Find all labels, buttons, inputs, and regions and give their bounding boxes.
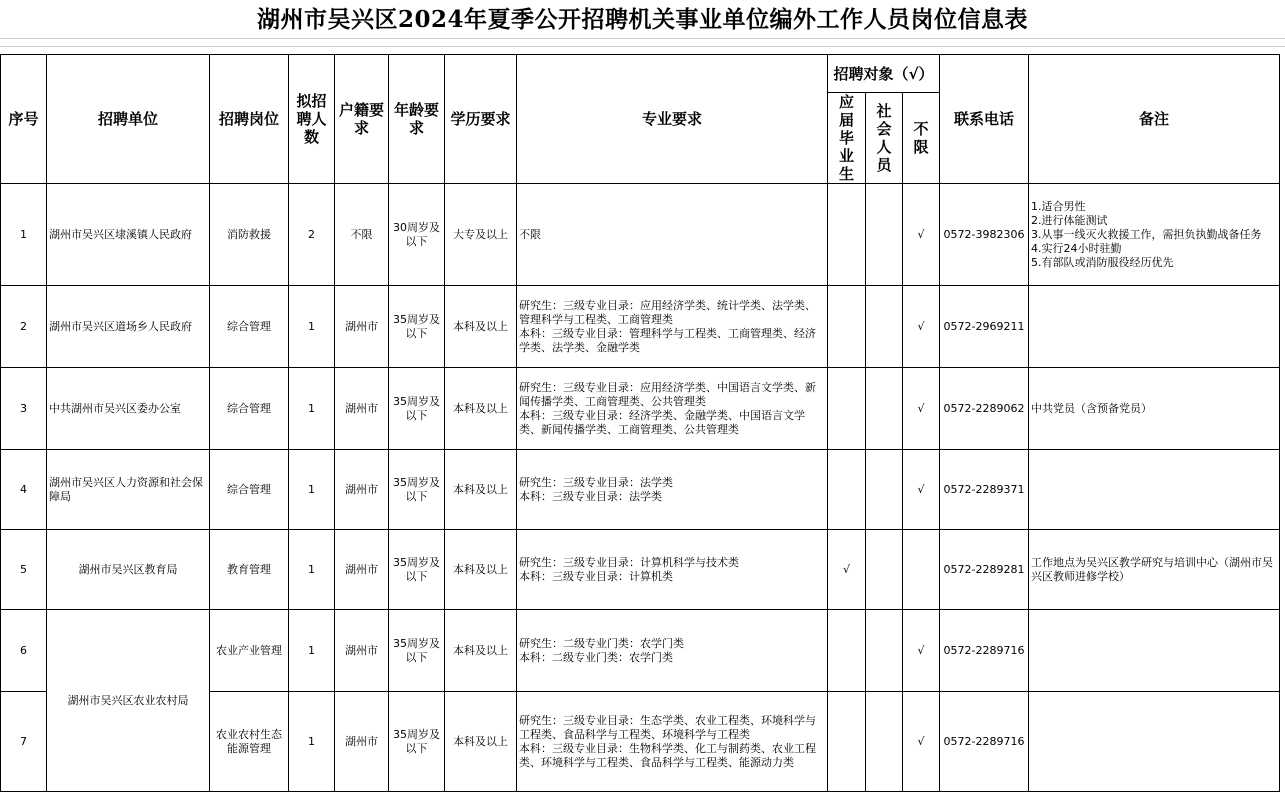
- row-post: 综合管理: [210, 368, 289, 450]
- row-target-grad: [828, 368, 866, 450]
- row-post: 农业产业管理: [210, 610, 289, 692]
- table-row: [1, 368, 1280, 450]
- row-hukou: 不限: [335, 184, 389, 286]
- row-post: 综合管理: [210, 286, 289, 368]
- row-target-social: [866, 450, 903, 530]
- header-edu: 学历要求: [445, 55, 517, 184]
- header-target-unlimited: 不限: [903, 93, 940, 184]
- job-info-table: [0, 54, 1280, 792]
- row-major: 研究生：三级专业目录：生态学类、农业工程类、环境科学与工程类、食品科学与工程类、环境科学与工程类 本科：三级专业目录：生物科学类、化工与制药类、农业工程类、环境科学与工程类、食品科学与工程类、能源动力类: [517, 692, 828, 792]
- row-count: 1: [289, 530, 335, 610]
- row-major: 研究生：二级专业门类：农学门类 本科：二级专业门类：农学门类: [517, 610, 828, 692]
- row-age: 35周岁及以下: [389, 530, 445, 610]
- row-target-unlimited: √: [903, 610, 940, 692]
- row-edu: 本科及以上: [445, 450, 517, 530]
- row-count: 2: [289, 184, 335, 286]
- row-target-social: [866, 184, 903, 286]
- row-target-unlimited: √: [903, 286, 940, 368]
- row-count: 1: [289, 368, 335, 450]
- row-target-unlimited: [903, 530, 940, 610]
- row-remark: [1029, 286, 1280, 368]
- row-seq: 6: [1, 610, 47, 692]
- separator-line: [0, 46, 1285, 47]
- row-target-grad: [828, 286, 866, 368]
- row-seq: 4: [1, 450, 47, 530]
- row-unit: 湖州市吴兴区农业农村局: [47, 610, 210, 792]
- row-count: 1: [289, 692, 335, 792]
- row-unit: 湖州市吴兴区人力资源和社会保障局: [47, 450, 210, 530]
- row-unit: 湖州市吴兴区道场乡人民政府: [47, 286, 210, 368]
- row-age: 35周岁及以下: [389, 286, 445, 368]
- row-age: 35周岁及以下: [389, 610, 445, 692]
- row-edu: 本科及以上: [445, 368, 517, 450]
- header-post: 招聘岗位: [210, 55, 289, 184]
- row-count: 1: [289, 286, 335, 368]
- separator-line: [0, 38, 1285, 39]
- row-seq: 2: [1, 286, 47, 368]
- row-post: 消防救援: [210, 184, 289, 286]
- row-target-unlimited: √: [903, 692, 940, 792]
- header-phone: 联系电话: [940, 55, 1029, 184]
- row-phone: 0572-3982306: [940, 184, 1029, 286]
- row-hukou: 湖州市: [335, 286, 389, 368]
- table-row: [1, 530, 1280, 610]
- table-row: [1, 184, 1280, 286]
- row-target-social: [866, 610, 903, 692]
- row-phone: 0572-2969211: [940, 286, 1029, 368]
- row-hukou: 湖州市: [335, 530, 389, 610]
- row-unit: 中共湖州市吴兴区委办公室: [47, 368, 210, 450]
- row-count: 1: [289, 610, 335, 692]
- row-post: 综合管理: [210, 450, 289, 530]
- row-age: 30周岁及以下: [389, 184, 445, 286]
- page-title: 湖州市吴兴区2024年夏季公开招聘机关事业单位编外工作人员岗位信息表: [256, 6, 1028, 33]
- row-remark: 中共党员（含预备党员）: [1029, 368, 1280, 450]
- table-row: [1, 286, 1280, 368]
- row-major: 研究生：三级专业目录：计算机科学与技术类 本科：三级专业目录：计算机类: [517, 530, 828, 610]
- row-remark: [1029, 610, 1280, 692]
- row-target-grad: √: [828, 530, 866, 610]
- row-edu: 本科及以上: [445, 610, 517, 692]
- row-edu: 本科及以上: [445, 286, 517, 368]
- row-phone: 0572-2289716: [940, 610, 1029, 692]
- row-count: 1: [289, 450, 335, 530]
- row-remark: 1.适合男性 2.进行体能测试 3.从事一线灭火救援工作，需担负执勤战备任务 4.实行24小时驻勤 5.有部队或消防服役经历优先: [1029, 184, 1280, 286]
- row-target-social: [866, 692, 903, 792]
- header-remark: 备注: [1029, 55, 1280, 184]
- row-unit: 湖州市吴兴区教育局: [47, 530, 210, 610]
- row-target-grad: [828, 610, 866, 692]
- header-target: 招聘对象（√）: [828, 55, 940, 93]
- row-hukou: 湖州市: [335, 368, 389, 450]
- row-seq: 1: [1, 184, 47, 286]
- row-age: 35周岁及以下: [389, 692, 445, 792]
- row-target-unlimited: √: [903, 184, 940, 286]
- row-remark: 工作地点为吴兴区教学研究与培训中心（湖州市吴兴区教师进修学校）: [1029, 530, 1280, 610]
- row-seq: 3: [1, 368, 47, 450]
- row-target-social: [866, 530, 903, 610]
- table-row: [1, 450, 1280, 530]
- header-hukou: 户籍要求: [335, 55, 389, 184]
- row-target-grad: [828, 184, 866, 286]
- header-major: 专业要求: [517, 55, 828, 184]
- row-phone: 0572-2289281: [940, 530, 1029, 610]
- header-seq: 序号: [1, 55, 47, 184]
- header-count: 拟招聘人数: [289, 55, 335, 184]
- row-hukou: 湖州市: [335, 450, 389, 530]
- row-major: 研究生：三级专业目录：应用经济学类、统计学类、法学类、管理科学与工程类、工商管理类 本科：三级专业目录：管理科学与工程类、工商管理类、经济学类、法学类、金融学类: [517, 286, 828, 368]
- row-post: 农业农村生态能源管理: [210, 692, 289, 792]
- row-phone: 0572-2289062: [940, 368, 1029, 450]
- row-major: 研究生：三级专业目录：法学类 本科：三级专业目录：法学类: [517, 450, 828, 530]
- row-age: 35周岁及以下: [389, 450, 445, 530]
- row-target-unlimited: √: [903, 368, 940, 450]
- header-unit: 招聘单位: [47, 55, 210, 184]
- row-seq: 7: [1, 692, 47, 792]
- row-target-social: [866, 286, 903, 368]
- row-edu: 本科及以上: [445, 692, 517, 792]
- row-edu: 本科及以上: [445, 530, 517, 610]
- header-target-social: 社会人员: [866, 93, 903, 184]
- row-seq: 5: [1, 530, 47, 610]
- row-target-social: [866, 368, 903, 450]
- row-edu: 大专及以上: [445, 184, 517, 286]
- row-phone: 0572-2289371: [940, 450, 1029, 530]
- row-target-grad: [828, 450, 866, 530]
- row-major: 不限: [517, 184, 828, 286]
- row-major: 研究生：三级专业目录：应用经济学类、中国语言文学类、新闻传播学类、工商管理类、公共管理类 本科：三级专业目录：经济学类、金融学类、中国语言文学类、新闻传播学类、工商管理类、公共管理类: [517, 368, 828, 450]
- row-post: 教育管理: [210, 530, 289, 610]
- header-target-grad: 应届毕业生: [828, 93, 866, 184]
- row-age: 35周岁及以下: [389, 368, 445, 450]
- row-target-grad: [828, 692, 866, 792]
- row-phone: 0572-2289716: [940, 692, 1029, 792]
- table-row: [1, 610, 1280, 692]
- row-remark: [1029, 450, 1280, 530]
- header-age: 年龄要求: [389, 55, 445, 184]
- row-target-unlimited: √: [903, 450, 940, 530]
- row-hukou: 湖州市: [335, 692, 389, 792]
- row-unit: 湖州市吴兴区埭溪镇人民政府: [47, 184, 210, 286]
- row-remark: [1029, 692, 1280, 792]
- row-hukou: 湖州市: [335, 610, 389, 692]
